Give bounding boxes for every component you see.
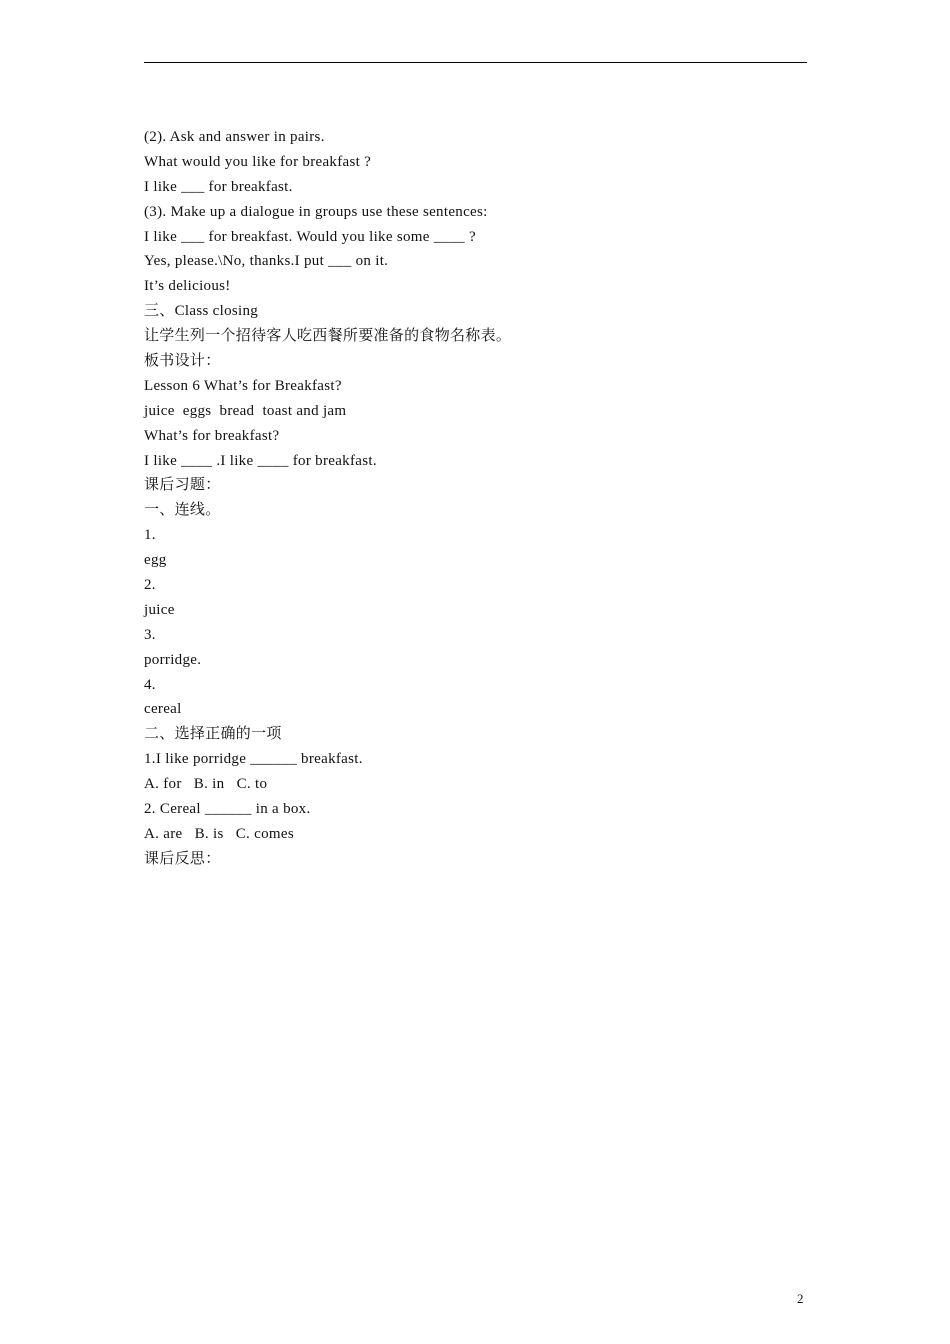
section-heading-class-closing: 三、Class closing (144, 303, 259, 320)
matching-item-number: 2. (144, 577, 156, 594)
header-rule (144, 62, 807, 63)
matching-item-number: 3. (144, 626, 156, 643)
page-number: 2 (797, 1291, 804, 1306)
matching-item-word: cereal (144, 701, 182, 718)
text-line-closing-task: 让学生列一个招待客人吃西餐所要准备的食物名称表。 (144, 328, 512, 345)
text-line-board-question: What’s for breakfast? (144, 427, 280, 444)
text-line-dialogue-task: (3). Make up a dialogue in groups use these sentences: (144, 203, 488, 220)
text-line-board-answer: I like ____ .I like ____ for breakfast. (144, 452, 377, 469)
text-line-answer: I like ___ for breakfast. (144, 178, 293, 195)
text-line-dialogue-1: I like ___ for breakfast. Would you like some ____ ? (144, 228, 476, 245)
matching-item-word: porridge. (144, 651, 202, 668)
section-heading-exercises: 课后习题： (144, 477, 221, 494)
matching-item-number: 4. (144, 676, 156, 693)
text-line-practice-pairs: (2). Ask and answer in pairs. (144, 129, 325, 145)
text-line-lesson-title: Lesson 6 What’s for Breakfast? (144, 377, 342, 394)
section-heading-board-design: 板书设计： (144, 353, 221, 370)
text-line-question: What would you like for breakfast ? (144, 153, 372, 170)
section-heading-reflection: 课后反思： (144, 850, 221, 867)
choice-options-2: A. are B. is C. comes (144, 825, 294, 842)
text-line-dialogue-2: Yes, please.\No, thanks.I put ___ on it. (144, 253, 389, 270)
document-body (144, 125, 807, 872)
exercise-heading-choice: 二、选择正确的一项 (144, 726, 282, 743)
text-line-vocabulary: juice eggs bread toast and jam (144, 402, 347, 419)
choice-question-2: 2. Cereal ______ in a box. (144, 801, 311, 818)
matching-item-word: juice (144, 601, 175, 618)
matching-item-word: egg (144, 552, 167, 569)
choice-options-1: A. for B. in C. to (144, 776, 268, 793)
exercise-heading-matching: 一、连线。 (144, 502, 221, 519)
matching-item-number: 1. (144, 527, 156, 544)
choice-question-1: 1.I like porridge ______ breakfast. (144, 751, 363, 768)
text-line-dialogue-3: It’s delicious! (144, 278, 231, 295)
